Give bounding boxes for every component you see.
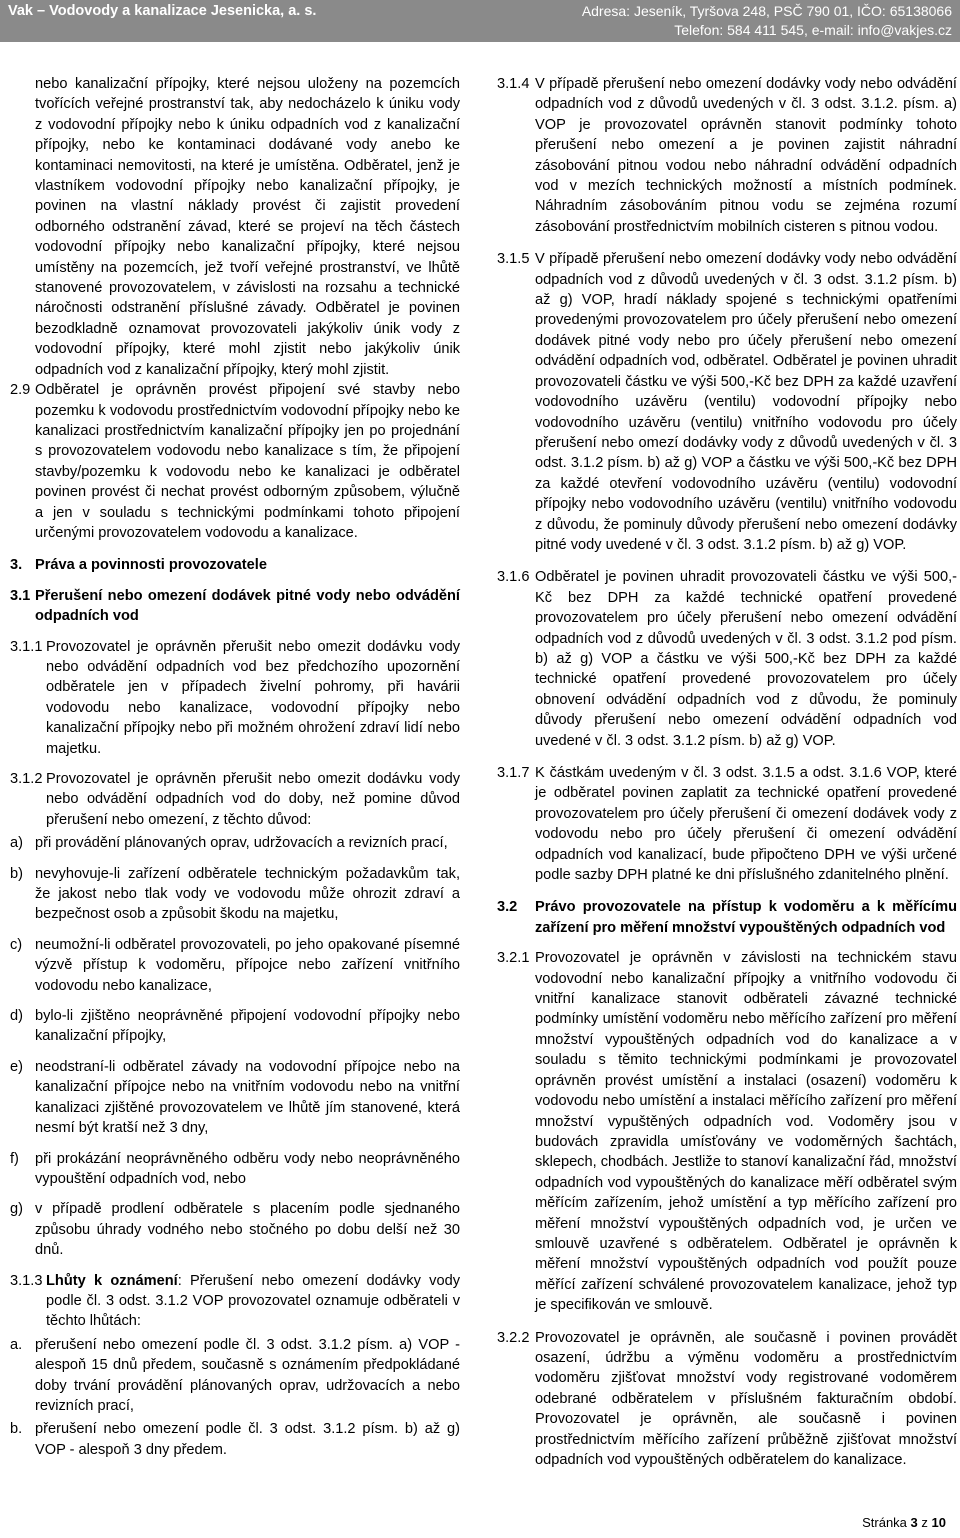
section-heading: Přerušení nebo omezení dodávek pitné vody nebo odvádění odpadních vod — [35, 587, 460, 625]
section-number: 3.1.6 — [497, 569, 530, 586]
paragraph-3-1-6 — [497, 567, 957, 751]
right-column — [497, 74, 957, 1470]
heading-section-3-2 — [497, 897, 957, 938]
paragraph-3-1-2 — [10, 769, 460, 830]
section-number: 3.1.7 — [497, 765, 530, 781]
paragraph-3-1-5 — [497, 249, 957, 555]
inline-bold-term: Lhůty k oznámení — [46, 1272, 178, 1289]
company-phone-email: Telefon: 584 411 545, e-mail: info@vakjes.cz — [674, 22, 952, 38]
list2-item-b: b. přerušení nebo omezení podle čl. 3 odst. 3.1.2 písm. b) až g) VOP - alespoň 3 dny předem. — [10, 1421, 460, 1458]
paragraph-text: Provozovatel je oprávněn přerušit nebo omezit dodávku vody nebo odvádění odpadních vod bez předchozího upozornění odběratele jen v případech živelní pohromy, při havárii vodovodu nebo kanalizace, vodovodní přípojky nebo kanalizační přípojky nebo při možném ohrožení zdraví lidí nebo majetku. — [46, 638, 460, 757]
paragraph-text: Provozovatel je oprávněn v závislosti na technickém stavu vodovodní nebo kanalizační přípojky a vnitřního vodovodu či vnitřní kanalizace stanovit odběrateli závazné technické podmínky umístění vodoměru nebo měřícího zařízení pro měření množství vypouštěných odpadních vod do kanalizace a v souladu s těmito technickými podmínkami je provozovatel oprávněn provést umístění a instalaci (osazení) vodoměru k vodovodu nebo umístění a instalaci měřícího zařízení pro měření množství vypuštěných odpadních vod. Vodoměry jsou v budovách zpravidla umísťovány ve vodoměrných šachtách, sklepech, chodbách. Jestliže to stanoví kanalizační řád, množství odpadních vod vypouštěných do kanalizace měří odběratel svým měřícím zařízením, jehož umístění a typ měřícího zařízení pro měření množství vypouštěných odpadních vod, je určen ve smlouvě uzavřené s odběratelem. Odběratel je oprávněn k měření množství vypouštěných odpadních vod použít pouze měřící zařízení schválené provozovatelem kanalizace, jehož typ je specifikován ve smlouvě. — [535, 950, 957, 1314]
paragraph-3-2-2 — [497, 1328, 957, 1471]
company-contact-block — [582, 2, 952, 40]
section-number: 3.2 — [497, 899, 518, 916]
paragraph-text: Odběratel je povinen uhradit provozovateli částku ve výši 500,- Kč bez DPH za každé technické opatření provedené provozovatelem pro účely přerušení nebo omezení odvádění odpadních vod z důvodů uvedených v čl. 3 odst. 3.1.2 pod písm. b) až g) VOP a částku ve výši 500,-Kč bez DPH za každé technické opatření provedené provozovatelem pro účely obnovení odvádění odpadních vod z důvodu, že pominuly důvody přerušení nebo omezení odvádění odpadních vod uvedené v čl. 3 odst. 3.1.2 písm. b) až g) VOP. — [535, 569, 957, 749]
heading-section-3 — [10, 555, 460, 575]
heading-section-3-1 — [10, 586, 460, 627]
paragraph-text: V případě přerušení nebo omezení dodávky vody nebo odvádění odpadních vod z důvodů uvedených v čl. 3 odst. 3.1.2. písm. a) VOP je provozovatel oprávněn stanovit podmínky tohoto přerušení nebo omezení a je povinen zajistit náhradní zásobování pitnou vodou nebo náhradní odvádění odpadních vod v mezích technických možností a místních podmínek. Náhradním zásobováním pitnou vodu se zejména rozumí zásobování prostřednictvím mobilních cisteren s pitnou vodou. — [535, 76, 957, 235]
paragraph-text: Lhůty k oznámení: Přerušení nebo omezení dodávky vody podle čl. 3 odst. 3.1.2 VOP provozovatel oznamuje odběrateli v těchto lhůtách: — [46, 1272, 460, 1330]
paragraph-text: Provozovatel je oprávněn přerušit nebo omezit dodávku vody nebo odvádění odpadních vod do doby, než pomine důvod přerušení nebo omezení, z těchto důvod: — [46, 771, 460, 828]
section-number: 3.2.2 — [497, 1329, 530, 1346]
list-item-f: f) při prokázání neoprávněného odběru vody nebo neoprávněného vypouštění odpadních vod, nebo — [10, 1150, 460, 1187]
section-number: 3.1.5 — [497, 251, 530, 268]
list-item-a: a) při provádění plánovaných oprav, udržovacích a revizních prací, — [10, 835, 448, 852]
page-number: Stránka 3 z 10 — [862, 1515, 946, 1530]
section-number: 3. — [10, 557, 23, 574]
paragraph-text: V případě přerušení nebo omezení dodávky vody nebo odvádění odpadních vod z důvodů uvedených v čl. 3 odst. 3.1.2 písm. b) až g) VOP, hradí náklady spojené s technickými opatřeními provedenými provozovatelem pro účely přerušení nebo omezení dodávek pitné vody nebo pro účely přerušení nebo omezení odvádění odpadních vod, odběratel. Odběratel je povinen uhradit provozovateli částku ve výši 500,-Kč bez DPH za každé uzavření vodovodního uzávěru (ventilu) vodovodní přípojky nebo vodovodního uzávěru (ventilu) vnitřního vodovodu pro účely přerušení nebo omezí dodávky vody z důvodů uvedených v čl. 3 odst. 3.1.2 písm. b) až g) VOP a částku ve výši 500,-Kč bez DPH za každé otevření vodovodního uzávěru (ventilu) vodovodní přípojky nebo vodovodního uzávěru (ventilu) vnitřního vodovodu z důvodu, že pominuly důvody přerušení nebo omezení dodávky pitné vody uvedené v čl. 3 odst. 3.1.2 písm. b) až g) VOP. — [535, 251, 957, 553]
section-number: 3.2.1 — [497, 950, 530, 967]
paragraph-text: Odběratel je oprávněn provést připojení své stavby nebo pozemku k vodovodu prostřednictvím vodovodní přípojky nebo ke kanalizaci prostřednictvím kanalizační přípojky jen po projednání s provozovatelem vodovodu nebo kanalizace s tím, že připojení stavby/pozemku k vodovodu nebo ke kanalizaci je odběratel povinen provést či nechat provést odborným způsobem, výlučně a jen v souladu s technickými podmínkami tohoto připojení určenými provozovatelem vodovodu a kanalizace. — [35, 382, 460, 541]
list-item-b: b) nevyhovuje-li zařízení odběratele technickým požadavkům tak, že jakost nebo tlak vody ve vodovodu může ohrozit zdraví a bezpečnost osob a způsobit škodu na majetku, — [10, 865, 460, 923]
section-number: 3.1.2 — [10, 771, 43, 787]
list-item-d: d) bylo-li zjištěno neoprávněné připojení vodovodní přípojky nebo kanalizační přípojky, — [10, 1008, 460, 1045]
section-number: 3.1.1 — [10, 638, 43, 655]
paragraph-2-9 — [10, 380, 460, 543]
paragraph-3-1-4 — [497, 74, 957, 237]
list-item-c: c) neumožní-li odběratel provozovateli, po jeho opakované písemné výzvě přístup k vodoměru, přípojce nebo zařízení vnitřního vodovodu nebo kanalizace, — [10, 936, 460, 994]
section-number: 3.1.4 — [497, 76, 530, 92]
list2-item-a: a. přerušení nebo omezení podle čl. 3 odst. 3.1.2 písm. a) VOP - alespoň 15 dnů předem, současně s oznámením předpokládané doby trvání provádění plánovaných oprav, udržovacích a nebo revizních prací, — [10, 1336, 460, 1414]
paragraph-3-1-3 — [10, 1271, 460, 1332]
company-name: Vak – Vodovody a kanalizace Jesenicka, a. s. — [8, 3, 317, 19]
section-number: 2.9 — [10, 382, 31, 399]
section-number: 3.1.3 — [10, 1272, 43, 1289]
left-column — [10, 74, 460, 1460]
list-item-e: e) neodstraní-li odběratel závady na vodovodní přípojce nebo na kanalizační přípojce nebo na vnitřním vodovodu nebo na vnitřní kanalizaci zjištěné provozovatelem ve lhůtě jím stanovené, která nesmí být kratší než 3 dny, — [10, 1058, 460, 1137]
page-header — [0, 0, 960, 42]
section-heading: Práva a povinnosti provozovatele — [35, 557, 267, 574]
section-heading: Právo provozovatele na přístup k vodoměru a k měřícímu zařízení pro měření množství vypouštěných odpadních vod — [535, 899, 957, 936]
paragraph-3-1-1 — [10, 637, 460, 759]
paragraph-3-1-7 — [497, 763, 957, 885]
paragraph-2-8-continuation: nebo kanalizační přípojky, které nejsou uloženy na pozemcích tvořících veřejné prostranství tak, aby nedocházelo k úniku vody z vodovodní přípojky nebo k úniku odpadních vod z kanalizační přípojky, nebo ke kontaminaci dodávané vody anebo ke kontaminaci nemovitosti, na které je umístěna. Odběratel, jenž je vlastníkem vodovodní přípojky nebo kanalizační přípojky, je povinen na vlastní náklady provést či zajistit provedení odborného odstranění závad, které se projeví na těch částech vodovodní přípojky nebo kanalizační přípojky, které nejsou umístěny na pozemcích, jež tvoří veřejné prostranství, ve lhůtě stanovené provozovatelem, v závislosti na rozsahu a technické náročnosti odstranění příslušné závady. Odběratel je povinen bezodkladně oznamovat provozovateli jakýkoliv únik vody z vodovodní přípojky, které mohl zjistit nebo jakýkoliv únik odpadních vod z kanalizační přípojky, který mohl zjistit. — [35, 76, 460, 378]
paragraph-3-2-1 — [497, 948, 957, 1315]
list-item-g: g) v případě prodlení odběratele s placením podle sjednaného způsobu úhrady vodného nebo stočného po dobu delší než 30 dnů. — [10, 1201, 460, 1259]
paragraph-text: K částkám uvedeným v čl. 3 odst. 3.1.5 a odst. 3.1.6 VOP, které je odběratel povinen zaplatit za technické opatření provedené provozovatelem pro účely přerušení či omezení dodávek vody z vodovodu nebo pro účely přerušení či omezení odvádění odpadních vod kanalizací, bude připočteno DPH ve výši určené podle sazby DPH platné ke dni příslušného zdanitelného plnění. — [535, 765, 957, 884]
section-number: 3.1 — [10, 587, 31, 604]
paragraph-text: Provozovatel je oprávněn, ale současně i povinen provádět osazení, údržbu a výměnu vodoměru a prostřednictvím vodoměru zjišťovat množství vody registrované vodoměrem odebrané odběratelem v příslušném fakturačním období. Provozovatel je oprávněn, ale současně i povinen prostřednictvím měřícího zařízení průběžně zjišťovat množství odpadních vod vypouštěných odběratelem do kanalizace. — [535, 1329, 957, 1468]
company-address: Adresa: Jeseník, Tyršova 248, PSČ 790 01, IČO: 65138066 — [581, 3, 952, 19]
